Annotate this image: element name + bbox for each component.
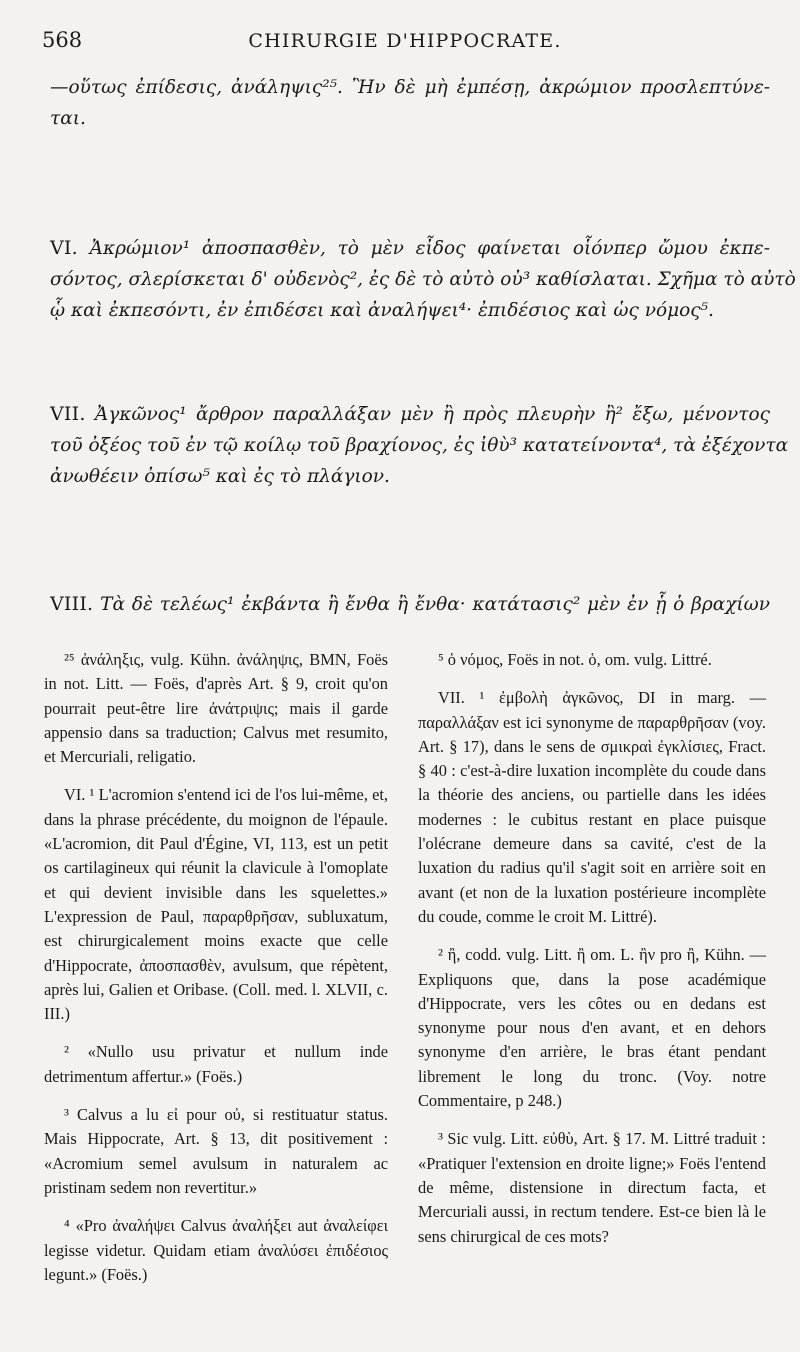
section-label: VI. [50, 237, 78, 259]
text-line: Ἀγκῶνος¹ ἄρθρον παραλλάξαν μὲν ἢ πρὸς πλευρὴν ἢ² ἔξω, μένοντος [94, 404, 771, 425]
text-line: σόντος, σλερίσκεται δ' οὐδενὸς², ἐς δὲ τὸ αὐτὸ οὐ³ καθίσλαται. Σχῆμα τὸ αὐτὸ [50, 269, 796, 290]
page-header [40, 28, 770, 58]
text-line: ἀνωθέειν ὀπίσω⁵ καὶ ἐς τὸ πλάγιον. [50, 466, 390, 487]
footnote: ⁵ ὁ νόμος, Foës in not. ὁ, om. vulg. Littré. [438, 650, 712, 669]
footnote: ⁴ «Pro ἀναλήψει Calvus ἀναλήξει aut ἀναλείφει legisse videtur. Quidam etiam ἀναλύσει ἐπιδέσιος legunt.» (Foës.) [44, 1216, 388, 1284]
footnotes-right-column [418, 648, 766, 1249]
text-line: Ἀκρώμιον¹ ἀποσπασθὲν, τὸ μὲν εἶδος φαίνεται οἷόνπερ ὤμου ἐκπε- [89, 238, 770, 259]
footnote: ² «Nullo usu privatur et nullum inde detrimentum affertur.» (Foës.) [44, 1042, 388, 1086]
text-line: —οὕτως ἐπίδεσις, ἀνάληψις²⁵. Ἢν δὲ μὴ ἐμπέσῃ, ἀκρώμιον προσλεπτύνε- [50, 77, 770, 98]
footnotes-left-column [44, 648, 388, 1287]
section-vii [50, 399, 789, 492]
text-line: τοῦ ὀξέος τοῦ ἐν τῷ κοίλῳ τοῦ βραχίονος, ἐς ἰθὺ³ κατατείνοντα⁴, τὰ ἐξέχοντα [50, 435, 789, 456]
text-line: ᾧ καὶ ἐκπεσόντι, ἐν ἐπιδέσει καὶ ἀναλήψει⁴· ἐπιδέσιος καὶ ὡς νόμος⁵. [50, 300, 714, 321]
footnote: ³ Calvus a lu εἰ pour οὐ, si restituatur status. Mais Hippocrate, Art. § 13, dit positivement : «Acromium semel avulsum in naturalem ac pristinam sedem non revertitur.» [44, 1105, 388, 1197]
text-line: ται. [50, 108, 86, 129]
section-vi [50, 233, 796, 326]
running-title: CHIRURGIE D'HIPPOCRATE. [248, 30, 562, 52]
section-label: VII. [50, 403, 86, 425]
text-line: Τὰ δὲ τελέως¹ ἐκβάντα ἢ ἔνθα ἢ ἔνθα· κατάτασις² μὲν ἐν ᾗ ὁ βραχίων [100, 594, 771, 615]
footnote: ² ἢ, codd. vulg. Litt. ἢ om. L. ἢν pro ἢ, Kühn. — Expliquons que, dans la pose académique d'Hippocrate, vers les côtes ou en dedans est synonyme pour nous d'en avant, et en dehors synonyme d'en arrière, le bras étant pendant librement le long du tronc. (Voy. notre Commentaire, p 248.) [418, 945, 766, 1111]
footnote: ³ Sic vulg. Litt. εὐθὺ, Art. § 17. M. Littré traduit : «Pratiquer l'extension en droite ligne;» Foës l'entend de même, distensione in directum facta, et Mercuriali aussi, in rectum tendere. Est-ce bien là le sens chirurgical de ces mots? [418, 1129, 766, 1246]
section-label: VIII. [50, 593, 94, 615]
greek-text-continuation [50, 72, 770, 134]
page-number: 568 [42, 28, 83, 52]
section-viii [50, 589, 770, 620]
footnote: VI. ¹ L'acromion s'entend ici de l'os lui-même, et, dans la phrase précédente, du moignon de l'épaule. «L'acromion, dit Paul d'Égine, VI, 113, est un petit os cartilagineux qui réunit la clavicule à l'omoplate et qui devient invisible dans les squelettes.» L'expression de Paul, παραρθρῆσαν, subluxatum, est chirurgicalement moins exacte que celle d'Hippocrate, ἀποσπασθὲν, avulsum, que répètent, après lui, Galien et Oribase. (Coll. med. l. XLVII, c. III.) [44, 785, 388, 1024]
footnote: VII. ¹ ἐμβολὴ ἀγκῶνος, DI in marg. — παραλλάξαν est ici synonyme de παραρθρῆσαν (voy. Art. § 17), dans le sens de σμικραὶ ἐγκλίσιες, Fract. § 40 : c'est-à-dire luxation incomplète du coude dans la théorie des anciens, ou partielle dans les idées modernes : le cubitus restant en place puisque l'olécrane demeure dans sa cavité, c'est de la luxation du radius qu'il s'agit soit en arrière soit en avant (et non de la luxation postérieure incomplète du coude, comme le croit M. Littré). [418, 688, 766, 926]
footnote: ²⁵ ἀνάληξις, vulg. Kühn. ἀνάληψις, BMN, Foës in not. Litt. — Foës, d'après Art. § 9, croit qu'on pourrait peut-être lire ἀνάτριψις; mais il garde appensio dans sa traduction; Calvus met resumito, et Mercuriali, religatio. [44, 650, 388, 767]
